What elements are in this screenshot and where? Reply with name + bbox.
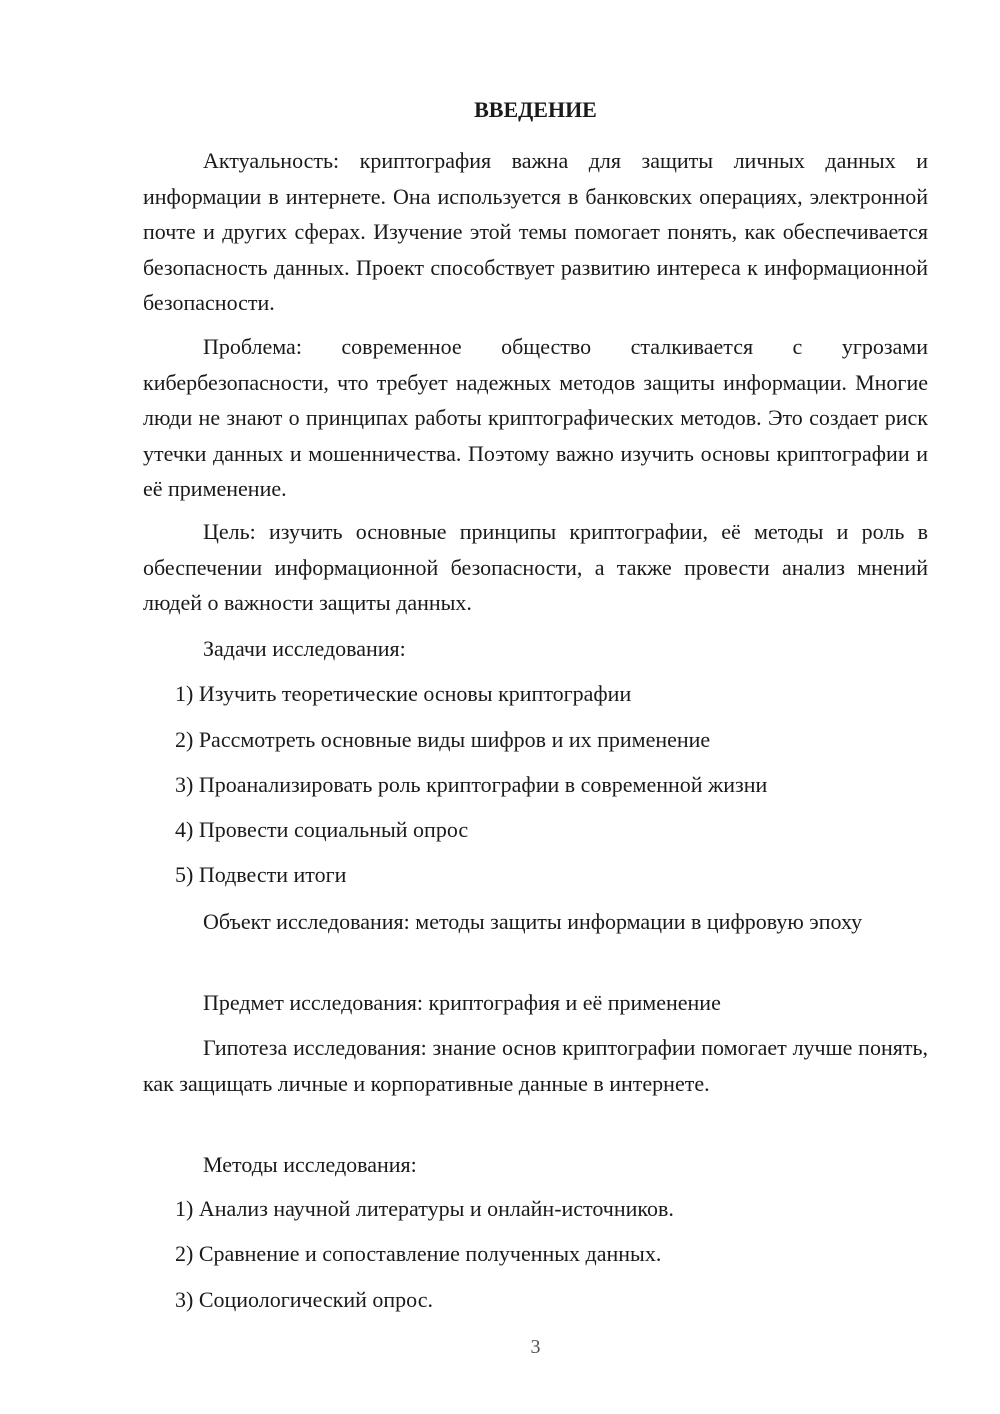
methods-heading: Методы исследования: xyxy=(203,1152,417,1177)
task-item: 1) Изучить теоретические основы криптографии xyxy=(175,681,632,706)
method-item: 3) Социологический опрос. xyxy=(175,1287,433,1312)
task-item: 5) Подвести итоги xyxy=(175,862,347,887)
page-number: 3 xyxy=(530,1336,541,1358)
paragraph-hypothesis: Гипотеза исследования: знание основ криптографии помогает лучше понять, как защищать личные и корпоративные данные в интернете. xyxy=(143,1035,928,1096)
paragraph-subject: Предмет исследования: криптография и её применение xyxy=(203,990,721,1015)
page-title: ВВЕДЕНИЕ xyxy=(474,97,597,122)
task-item: 4) Провести социальный опрос xyxy=(175,817,469,842)
paragraph-relevance: Актуальность: криптография важна для защиты личных данных и информации в интернете. Она используется в банковских операциях, электронной почте и других сферах. Изучение этой темы помогает понять, как обеспечивается безопасность данных. Проект способствует развитию интереса к информационной безопасности. xyxy=(143,148,928,315)
task-item: 2) Рассмотреть основные виды шифров и их применение xyxy=(175,727,711,752)
method-item: 2) Сравнение и сопоставление полученных данных. xyxy=(175,1241,662,1266)
paragraph-object: Объект исследования: методы защиты информации в цифровую эпоху xyxy=(203,909,863,934)
tasks-heading: Задачи исследования: xyxy=(203,636,406,661)
paragraph-goal: Цель: изучить основные принципы криптографии, её методы и роль в обеспечении информационной безопасности, а также провести анализ мнений людей о важности защиты данных. xyxy=(143,519,928,615)
paragraph-problem: Проблема: современное общество сталкивается с угрозами кибербезопасности, что требует надежных методов защиты информации. Многие люди не знают о принципах работы криптографических методов. Это создает риск утечки данных и мошенничества. Поэтому важно изучить основы криптографии и её применение. xyxy=(143,334,928,501)
method-item: 1) Анализ научной литературы и онлайн-источников. xyxy=(175,1196,674,1221)
task-item: 3) Проанализировать роль криптографии в современной жизни xyxy=(175,772,768,797)
